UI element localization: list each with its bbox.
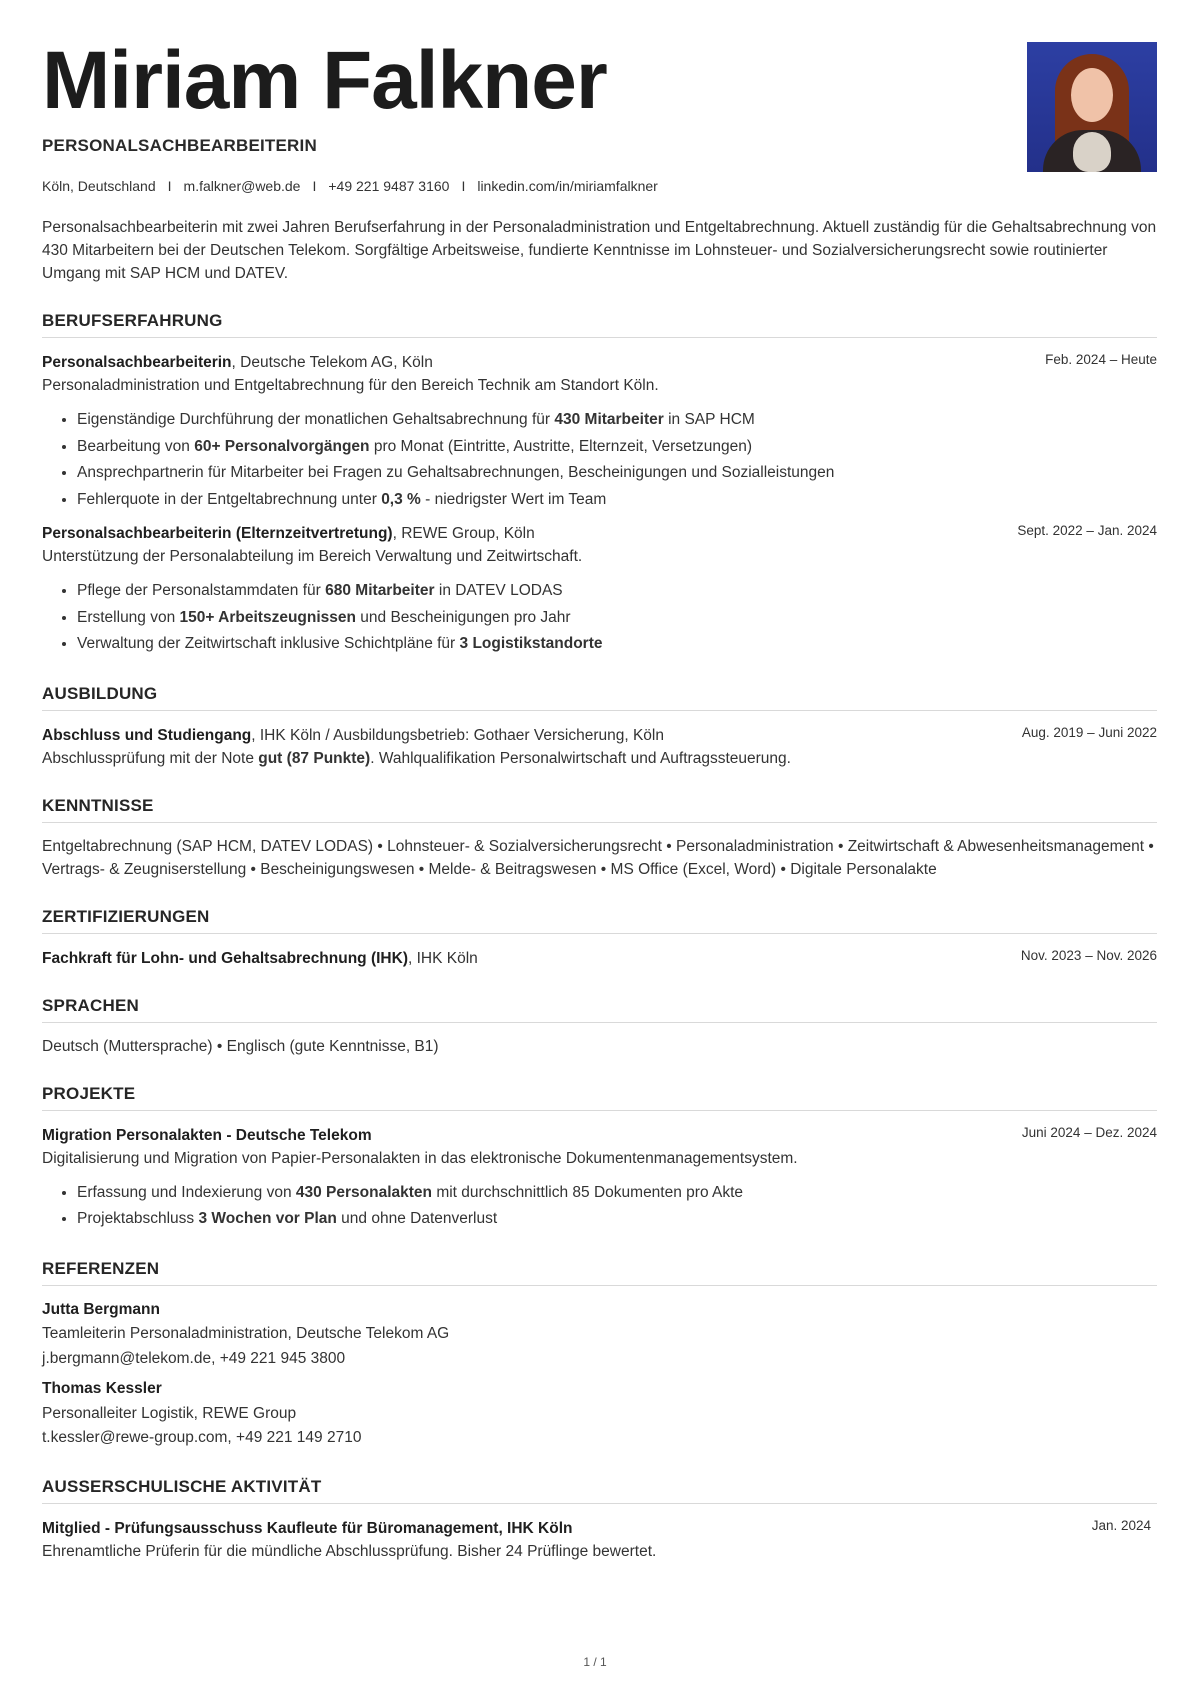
section-heading: AUSBILDUNG bbox=[42, 684, 1157, 711]
list-item: • Ansprechpartnerin für Mitarbeiter bei Fragen zu Gehaltsabrechnungen, Bescheinigungen und Sozialleistungen bbox=[77, 460, 1157, 487]
education-entry: Abschluss und Studiengang, IHK Köln / Ausbildungsbetrieb: Gothaer Versicherung, Köln Aug. 2019 – Juni 2022 Abschlussprüfung mit der Note gut (87 Punkte). Wahlqualifikation Personalwirtschaft und Auftragssteuerung. bbox=[42, 724, 1157, 767]
contact-email[interactable]: m.falkner@web.de bbox=[183, 178, 301, 194]
languages-section bbox=[42, 996, 1157, 1058]
list-item: • Bearbeitung von 60+ Personalvorgängen pro Monat (Eintritte, Austritte, Elternzeit, Versetzungen) bbox=[77, 434, 1157, 461]
certifications-section bbox=[42, 907, 1157, 970]
projects-section bbox=[42, 1084, 1157, 1233]
list-item: • Eigenständige Durchführung der monatlichen Gehaltsabrechnung für 430 Mitarbeiter in SAP HCM bbox=[77, 407, 1157, 434]
list-item: • Fehlerquote in der Entgeltabrechnung unter 0,3 % - niedrigster Wert im Team bbox=[77, 487, 1157, 514]
activity-entry: Mitglied - Prüfungsausschuss Kaufleute für Büromanagement, IHK Köln Jan. 2024 Ehrenamtliche Prüferin für die mündliche Abschlussprüfung. Bisher 24 Prüflinge bewertet. bbox=[42, 1517, 1151, 1560]
section-heading: SPRACHEN bbox=[42, 996, 1157, 1023]
reference-entry: Jutta Bergmann Teamleiterin Personaladministration, Deutsche Telekom AG j.bergmann@telekom.de, +49 221 945 3800 bbox=[42, 1300, 450, 1367]
reference-entry: Thomas Kessler Personalleiter Logistik, REWE Group t.kessler@rewe-group.com, +49 221 149 2710 bbox=[42, 1380, 362, 1446]
experience-section bbox=[42, 311, 1157, 658]
section-heading: AUSSERSCHULISCHE AKTIVITÄT bbox=[42, 1477, 1157, 1504]
candidate-title: PERSONALSACHBEARBEITERIN bbox=[42, 136, 317, 155]
section-heading: PROJEKTE bbox=[42, 1084, 1157, 1111]
list-item: • Erfassung und Indexierung von 430 Personalakten mit durchschnittlich 85 Dokumenten pro Akte bbox=[77, 1180, 1157, 1207]
section-heading: BERUFSERFAHRUNG bbox=[42, 311, 1157, 338]
section-heading: ZERTIFIZIERUNGEN bbox=[42, 907, 1157, 934]
section-heading: REFERENZEN bbox=[42, 1259, 1157, 1286]
candidate-name: Miriam Falkner bbox=[42, 35, 607, 126]
experience-entry: Personalsachbearbeiterin, Deutsche Telekom AG, Köln Feb. 2024 – Heute Personaladministration und Entgeltabrechnung für den Bereich Technik am Standort Köln. • Eigenständige Durchführung der monatlichen Gehaltsabrechnung für 430 Mitarbeiter in SAP HCM • Bearbeitung von 60+ Personalvorgängen pro Monat (Eintritte, Austritte, Elternzeit, Versetzungen) • Ansprechpartnerin für Mitarbeiter bei Fragen zu Gehaltsabrechnungen, Bescheinigungen und Sozialleistungen • Fehlerquote in der Entgeltabrechnung unter 0,3 % - niedrigster Wert im Team bbox=[42, 352, 1157, 513]
languages-list: Deutsch (Muttersprache) • Englisch (gute Kenntnisse, B1) bbox=[42, 1037, 439, 1055]
contact-line: Köln, Deutschland I m.falkner@web.de I +49 221 9487 3160 I linkedin.com/in/miriamfalkner bbox=[42, 178, 658, 194]
project-entry: Migration Personalakten - Deutsche Telekom Juni 2024 – Dez. 2024 Digitalisierung und Migration von Papier-Personalakten in das elektronische Dokumentenmanagementsystem. • Erfassung und Indexierung von 430 Personalakten mit durchschnittlich 85 Dokumenten pro Akte • Projektabschluss 3 Wochen vor Plan und ohne Datenverlust bbox=[42, 1125, 1157, 1233]
entry-date: Juni 2024 – Dez. 2024 bbox=[1021, 1124, 1157, 1140]
activity-section bbox=[42, 1477, 1157, 1563]
education-section bbox=[42, 684, 1157, 770]
contact-phone[interactable]: +49 221 9487 3160 bbox=[328, 178, 450, 194]
list-item: • Pflege der Personalstammdaten für 680 Mitarbeiter in DATEV LODAS bbox=[77, 578, 1157, 605]
entry-date: Nov. 2023 – Nov. 2026 bbox=[1020, 947, 1157, 963]
profile-summary: Personalsachbearbeiterin mit zwei Jahren Berufserfahrung in der Personaladministration und Entgeltabrechnung. Aktuell zuständig für die Gehaltsabrechnung von 430 Mitarbeitern bei der Deutschen Telekom. Sorgfältige Arbeitsweise, fundierte Kenntnisse im Lohnsteuer- und Sozialversicherungsrecht sowie routinierter Umgang mit SAP HCM und DATEV. bbox=[42, 219, 1157, 282]
section-heading: KENNTNISSE bbox=[42, 796, 1157, 823]
page-indicator: 1 / 1 bbox=[583, 1655, 607, 1669]
skills-section bbox=[42, 796, 1157, 881]
entry-date: Feb. 2024 – Heute bbox=[1045, 352, 1157, 367]
certification-entry: Fachkraft für Lohn- und Gehaltsabrechnung (IHK), IHK Köln Nov. 2023 – Nov. 2026 bbox=[42, 947, 1157, 967]
list-item: • Projektabschluss 3 Wochen vor Plan und ohne Datenverlust bbox=[77, 1206, 1157, 1233]
list-item: • Erstellung von 150+ Arbeitszeugnissen und Bescheinigungen pro Jahr bbox=[77, 605, 1157, 632]
entry-date: Aug. 2019 – Juni 2022 bbox=[1021, 724, 1157, 740]
references-section bbox=[42, 1259, 1157, 1451]
entry-date: Jan. 2024 bbox=[1091, 1517, 1151, 1533]
entry-date: Sept. 2022 – Jan. 2024 bbox=[1017, 523, 1157, 538]
experience-entry: Personalsachbearbeiterin (Elternzeitvertretung), REWE Group, Köln Sept. 2022 – Jan. 2024 Unterstützung der Personalabteilung im Bereich Verwaltung und Zeitwirtschaft. • Pflege der Personalstammdaten für 680 Mitarbeiter in DATEV LODAS • Erstellung von 150+ Arbeitszeugnissen und Bescheinigungen pro Jahr • Verwaltung der Zeitwirtschaft inklusive Schichtpläne für 3 Logistikstandorte bbox=[42, 523, 1157, 658]
skills-list: Entgeltabrechnung (SAP HCM, DATEV LODAS) • Lohnsteuer- & Sozialversicherungsrecht • Personaladministration • Zeitwirtschaft & Abwesenheitsmanagement • Vertrags- & Zeugniserstellung • Bescheinigungswesen • Melde- & Beitragswesen • MS Office (Excel, Word) • Digitale Personalakte bbox=[42, 837, 1154, 878]
contact-linkedin[interactable]: linkedin.com/in/miriamfalkner bbox=[477, 178, 658, 194]
resume-page bbox=[42, 35, 1157, 1563]
list-item: • Verwaltung der Zeitwirtschaft inklusive Schichtpläne für 3 Logistikstandorte bbox=[77, 631, 1157, 658]
contact-location: Köln, Deutschland bbox=[42, 178, 156, 194]
